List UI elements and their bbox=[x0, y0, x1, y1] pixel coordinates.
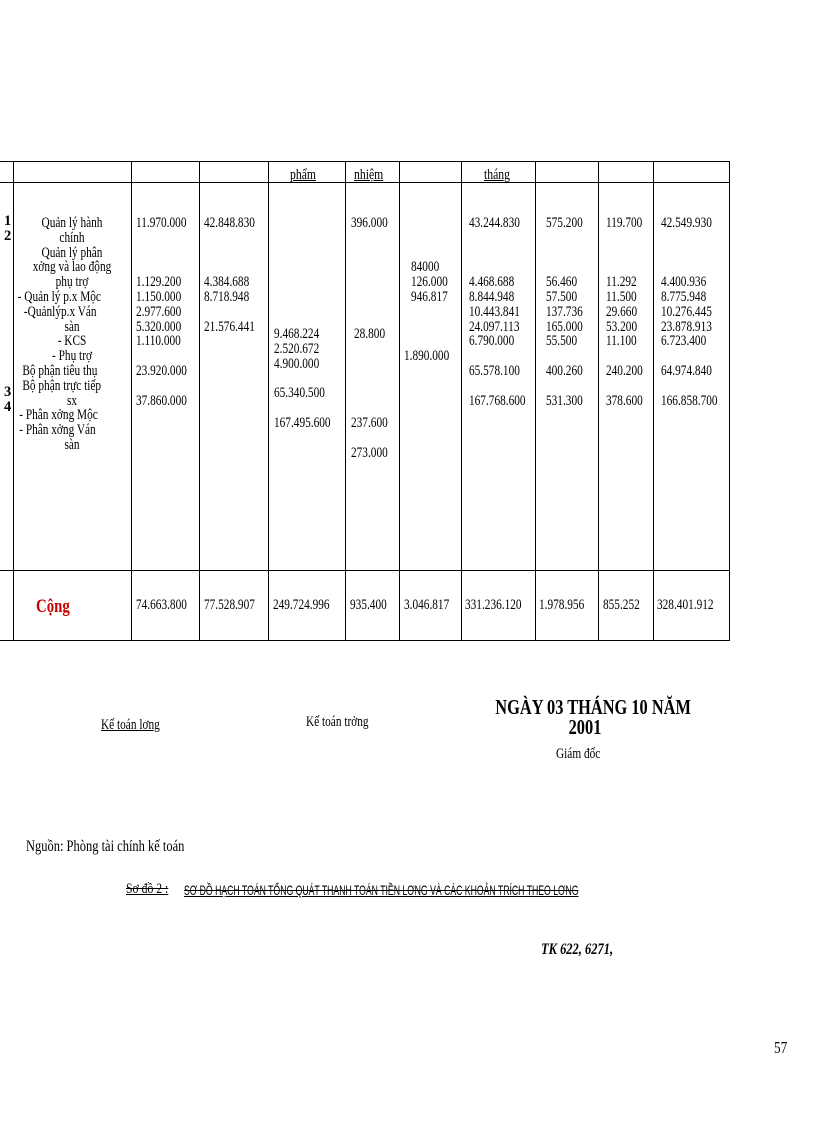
total-cell: 935.400 bbox=[350, 597, 387, 613]
row-label: - Phân xởng Mộc bbox=[19, 407, 98, 424]
table-cell: 64.974.840 bbox=[661, 362, 712, 379]
total-cell: 249.724.996 bbox=[273, 597, 330, 613]
table-cell: 29.660 bbox=[606, 303, 638, 320]
source-note: Nguồn: Phòng tài chính kế toán bbox=[26, 838, 185, 855]
table-cell: 10.443.841 bbox=[469, 303, 520, 320]
table-cell: 4.900.000 bbox=[274, 355, 320, 372]
table-cell bbox=[546, 246, 583, 261]
table-cell bbox=[546, 379, 583, 394]
table-cell bbox=[661, 260, 718, 275]
total-cell: 3.046.817 bbox=[404, 597, 450, 613]
row-label: Quản lý hành bbox=[41, 215, 103, 231]
total-cell: 855.252 bbox=[603, 597, 640, 613]
date-line: NGÀY 03 THÁNG 10 NĂM bbox=[495, 695, 691, 719]
table-cell: 84000 bbox=[411, 259, 440, 275]
table-cell: 42.848.830 bbox=[204, 215, 255, 231]
row-label: sàn bbox=[64, 436, 80, 453]
table-cell bbox=[136, 231, 187, 246]
column-6-values bbox=[469, 216, 526, 408]
table-cell bbox=[546, 349, 583, 364]
table-col-divider bbox=[461, 161, 462, 641]
table-col-divider bbox=[345, 161, 346, 641]
row-label: Bộ phận trực tiếp bbox=[22, 377, 102, 394]
table-cell: 126.000 bbox=[411, 273, 448, 290]
director-signature-label: Giám đốc bbox=[556, 746, 601, 762]
table-cell bbox=[136, 246, 187, 261]
table-cell bbox=[661, 379, 718, 394]
table-cell bbox=[469, 379, 526, 394]
table-cell: 8.718.948 bbox=[204, 288, 250, 305]
column-9-values bbox=[661, 216, 718, 408]
header-fragment: nhiệm bbox=[354, 167, 384, 183]
table-cell: 165.000 bbox=[546, 318, 583, 335]
table-cell: 166.858.700 bbox=[661, 392, 718, 409]
table-cell bbox=[136, 260, 187, 275]
table-cell: 575.200 bbox=[546, 215, 583, 231]
table-cell: 1.890.000 bbox=[404, 348, 450, 364]
table-cell bbox=[204, 260, 255, 275]
table-cell: 531.300 bbox=[546, 392, 583, 409]
table-cell: 6.790.000 bbox=[469, 333, 515, 350]
column-2-values bbox=[204, 216, 255, 334]
row-label: - Phụ trợ bbox=[52, 348, 92, 365]
table-cell: 273.000 bbox=[351, 444, 388, 461]
page-number: 57 bbox=[774, 1038, 788, 1057]
table-cell: 2.977.600 bbox=[136, 303, 182, 320]
table-col-divider bbox=[535, 161, 536, 641]
table-cell: 119.700 bbox=[606, 215, 643, 231]
column-3-values bbox=[274, 327, 331, 431]
total-cell: 1.978.956 bbox=[539, 597, 585, 613]
table-cell bbox=[136, 379, 187, 394]
total-cell: 328.401.912 bbox=[657, 597, 714, 613]
table-cell bbox=[606, 379, 643, 394]
row-label: Bộ phận tiêu thụ bbox=[22, 362, 98, 379]
table-cell: 11.500 bbox=[606, 288, 637, 305]
row-label: - Quản lý p.x Mộc bbox=[17, 288, 101, 305]
table-cell: 11.292 bbox=[606, 274, 637, 291]
date-heading bbox=[470, 697, 700, 737]
table-col-divider bbox=[399, 161, 400, 641]
row-label: -Quảnlýp.x Ván bbox=[23, 303, 97, 320]
table-cell: 1.110.000 bbox=[136, 333, 181, 350]
column-7-values bbox=[546, 216, 583, 408]
header-fragment: tháng bbox=[484, 167, 510, 183]
table-col-divider bbox=[598, 161, 599, 641]
table-top-border bbox=[0, 161, 730, 162]
diagram-heading bbox=[126, 880, 180, 898]
table-cell: 2.520.672 bbox=[274, 340, 320, 357]
table-cell bbox=[606, 260, 643, 275]
table-cell: 237.600 bbox=[351, 415, 388, 431]
total-label: Cộng bbox=[36, 596, 70, 617]
table-total-divider bbox=[0, 570, 730, 571]
table-cell: 10.276.445 bbox=[661, 303, 712, 320]
table-cell: 56.460 bbox=[546, 274, 578, 291]
table-cell: 21.576.441 bbox=[204, 318, 255, 335]
table-cell: 11.970.000 bbox=[136, 215, 187, 231]
table-cell bbox=[546, 260, 583, 275]
table-cell: 8.775.948 bbox=[661, 288, 707, 305]
row-label: - KCS bbox=[57, 333, 87, 350]
table-cell bbox=[274, 371, 331, 386]
table-cell: 137.736 bbox=[546, 303, 583, 320]
table-cell: 65.340.500 bbox=[274, 385, 325, 402]
row-label: sx bbox=[66, 392, 78, 409]
table-cell bbox=[204, 305, 255, 320]
column-5-values bbox=[411, 260, 448, 304]
table-cell: 240.200 bbox=[606, 362, 643, 379]
table-cell bbox=[606, 246, 643, 261]
accountant-signature-label: Kế toán lơng bbox=[101, 717, 160, 733]
column-4-values bbox=[354, 327, 385, 342]
table-cell: 4.384.688 bbox=[204, 274, 250, 291]
table-cell: 55.500 bbox=[546, 333, 578, 350]
table-cell: 400.260 bbox=[546, 362, 583, 379]
row-number: 3 bbox=[4, 384, 12, 400]
table-col-divider bbox=[199, 161, 200, 641]
column-4-values bbox=[351, 416, 388, 460]
column-5-values bbox=[404, 349, 449, 364]
row-label: - Phân xởng Ván bbox=[19, 422, 96, 439]
table-cell bbox=[661, 246, 718, 261]
row-label: xởng và lao động bbox=[32, 259, 112, 276]
table-cell: 65.578.100 bbox=[469, 362, 520, 379]
column-1-values bbox=[136, 216, 187, 408]
row-number: 2 bbox=[4, 228, 12, 244]
table-cell bbox=[204, 231, 255, 246]
diagram-prefix: Sơ đồ 2 : bbox=[126, 881, 169, 897]
table-cell: 11.100 bbox=[606, 333, 637, 350]
table-cell: 8.844.948 bbox=[469, 288, 515, 305]
column-8-values bbox=[606, 216, 643, 408]
table-cell: 1.150.000 bbox=[136, 288, 182, 305]
row-number: 4 bbox=[4, 399, 12, 415]
table-cell bbox=[204, 246, 255, 261]
table-col-divider bbox=[653, 161, 654, 641]
table-cell: 43.244.830 bbox=[469, 215, 520, 231]
table-cell: 9.468.224 bbox=[274, 326, 320, 342]
row-label: chính bbox=[59, 229, 85, 246]
table-cell: 1.129.200 bbox=[136, 274, 182, 291]
table-cell: 42.549.930 bbox=[661, 215, 712, 231]
table-bottom-border bbox=[0, 640, 730, 641]
column-4-values bbox=[351, 216, 388, 231]
table-cell: 28.800 bbox=[354, 326, 386, 342]
date-year: 2001 bbox=[568, 715, 602, 739]
table-cell: 4.400.936 bbox=[661, 274, 707, 291]
table-cell bbox=[661, 231, 718, 246]
table-cell: 4.468.688 bbox=[469, 274, 515, 291]
table-cell: 23.878.913 bbox=[661, 318, 712, 335]
total-cell: 77.528.907 bbox=[204, 597, 255, 613]
table-cell: 53.200 bbox=[606, 318, 638, 335]
table-cell bbox=[469, 260, 526, 275]
table-right-border bbox=[729, 161, 730, 641]
total-cell: 74.663.800 bbox=[136, 597, 187, 613]
row-label: phụ trợ bbox=[55, 274, 89, 291]
table-cell bbox=[469, 246, 526, 261]
row-label: Quản lý phân bbox=[41, 244, 103, 261]
table-cell: 23.920.000 bbox=[136, 362, 187, 379]
table-cell: 378.600 bbox=[606, 392, 643, 409]
table-cell bbox=[351, 431, 388, 446]
table-cell bbox=[274, 401, 331, 416]
diagram-title-wrap bbox=[184, 882, 816, 900]
row-label: sàn bbox=[64, 318, 80, 335]
row-labels bbox=[13, 216, 131, 453]
account-label: TK 622, 6271, bbox=[541, 941, 614, 958]
header-fragment: phẩm bbox=[290, 167, 316, 183]
table-cell: 167.768.600 bbox=[469, 392, 526, 409]
table-col-divider bbox=[131, 161, 132, 641]
table-cell: 6.723.400 bbox=[661, 333, 707, 350]
row-number: 1 bbox=[4, 213, 12, 229]
table-col-divider bbox=[268, 161, 269, 641]
table-cell: 167.495.600 bbox=[274, 414, 331, 431]
table-cell bbox=[606, 231, 643, 246]
diagram-title: SƠ ĐỒ HẠCH TOÁN TỔNG QUÁT THANH TOÁN TIỀN LƠNG VÀ CÁC KHOẢN TRÍCH THEO LƠNG bbox=[184, 882, 579, 898]
table-cell bbox=[469, 349, 526, 364]
table-cell: 396.000 bbox=[351, 215, 388, 231]
table-cell: 5.320.000 bbox=[136, 318, 182, 335]
table-cell bbox=[469, 231, 526, 246]
table-cell bbox=[546, 231, 583, 246]
table-cell: 37.860.000 bbox=[136, 392, 187, 409]
table-cell: 57.500 bbox=[546, 288, 578, 305]
table-cell: 24.097.113 bbox=[469, 318, 520, 335]
table-cell bbox=[661, 349, 718, 364]
table-cell: 946.817 bbox=[411, 288, 448, 305]
table-cell bbox=[136, 349, 187, 364]
total-cell: 331.236.120 bbox=[465, 597, 522, 613]
table-cell bbox=[606, 349, 643, 364]
chief-accountant-signature-label: Kế toán trởng bbox=[306, 714, 369, 730]
